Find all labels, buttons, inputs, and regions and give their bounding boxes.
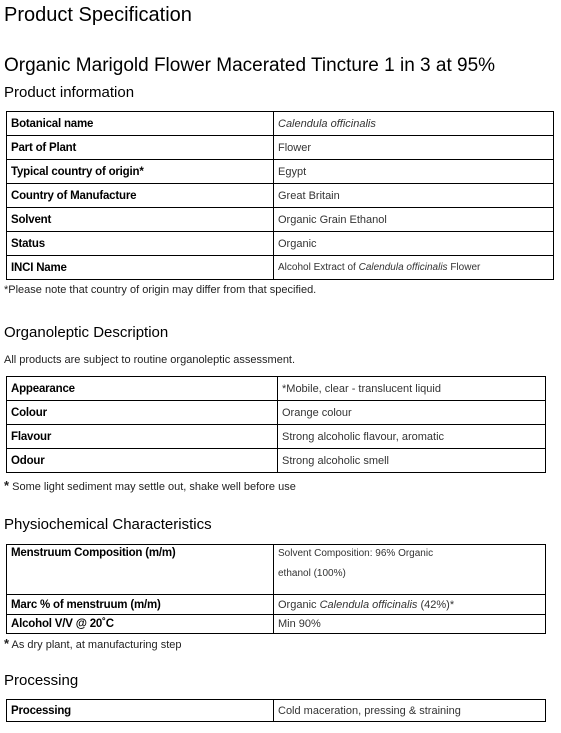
table-row <box>7 615 546 634</box>
table-row <box>7 256 554 280</box>
row-value: Strong alcoholic flavour, aromatic <box>278 425 546 449</box>
sediment-footnote: * Some light sediment may settle out, shake well before use <box>4 478 296 493</box>
product-info-heading: Product information <box>4 84 135 101</box>
table-row <box>7 449 546 473</box>
row-label: Country of Manufacture <box>7 184 274 208</box>
origin-footnote: *Please note that country of origin may differ from that specified. <box>4 284 317 296</box>
row-label: Colour <box>7 401 278 425</box>
table-row <box>7 425 546 449</box>
physiochemical-heading: Physiochemical Characteristics <box>4 516 212 533</box>
processing-heading: Processing <box>4 672 79 689</box>
table-row <box>7 700 546 722</box>
organoleptic-heading: Organoleptic Description <box>4 324 169 341</box>
row-label: Menstruum Composition (m/m) <box>7 545 274 595</box>
processing-table <box>6 699 546 722</box>
table-row <box>7 595 546 615</box>
row-value: Min 90% <box>274 615 546 634</box>
row-value: Orange colour <box>278 401 546 425</box>
row-value <box>274 112 554 136</box>
botanical-name-value: Calendula officinalis <box>278 117 376 130</box>
row-value: Cold maceration, pressing & straining <box>274 700 546 722</box>
row-value: *Mobile, clear - translucent liquid <box>278 377 546 401</box>
product-title: Organic Marigold Flower Macerated Tincture 1 in 3 at 95% <box>4 55 496 76</box>
row-label: Marc % of menstruum (m/m) <box>7 595 274 615</box>
row-label: Typical country of origin* <box>7 160 274 184</box>
table-row <box>7 377 546 401</box>
row-label: Solvent <box>7 208 274 232</box>
document-title: Product Specification <box>4 4 192 26</box>
table-row <box>7 184 554 208</box>
row-label: Flavour <box>7 425 278 449</box>
row-label: Status <box>7 232 274 256</box>
table-row <box>7 208 554 232</box>
organoleptic-intro: All products are subject to routine organoleptic assessment. <box>4 354 296 366</box>
physiochemical-table <box>6 544 546 634</box>
table-row <box>7 136 554 160</box>
organoleptic-table <box>6 376 546 473</box>
dry-plant-footnote: * As dry plant, at manufacturing step <box>4 636 182 651</box>
table-row <box>7 232 554 256</box>
row-label: Part of Plant <box>7 136 274 160</box>
row-value: Flower <box>274 136 554 160</box>
row-value: Organic Grain Ethanol <box>274 208 554 232</box>
row-label: Odour <box>7 449 278 473</box>
row-value: Great Britain <box>274 184 554 208</box>
row-value: Organic Calendula officinalis (42%)* <box>274 595 546 615</box>
row-value: Strong alcoholic smell <box>278 449 546 473</box>
row-label: Alcohol V/V @ 20˚C <box>7 615 274 634</box>
row-label: Botanical name <box>7 112 274 136</box>
row-label: INCI Name <box>7 256 274 280</box>
row-value: Egypt <box>274 160 554 184</box>
row-label: Appearance <box>7 377 278 401</box>
product-info-table <box>6 111 554 280</box>
table-row <box>7 112 554 136</box>
table-row <box>7 401 546 425</box>
row-value: Alcohol Extract of Calendula officinalis Flower <box>274 256 554 280</box>
row-label: Processing <box>7 700 274 722</box>
row-value: Organic <box>274 232 554 256</box>
table-row <box>7 545 546 595</box>
row-value: Solvent Composition: 96% Organic ethanol (100%) <box>274 545 546 595</box>
table-row <box>7 160 554 184</box>
